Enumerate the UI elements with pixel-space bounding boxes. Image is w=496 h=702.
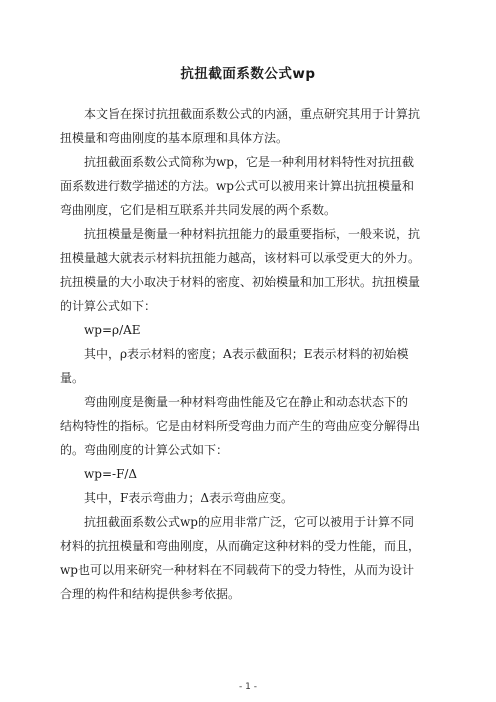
text-line: 本文旨在探讨抗扭截面系数公式的内涵，重点研究其用于计算抗 xyxy=(84,107,421,121)
paragraph-wp-definition xyxy=(60,150,436,222)
text-line: 的。弯曲刚度的计算公式如下： xyxy=(60,443,229,457)
paragraph-intro xyxy=(60,102,436,150)
text-line: 的计算公式如下： xyxy=(60,299,157,313)
paragraph-applications xyxy=(60,510,436,606)
text-line: 合理的构件和结构提供参考依据。 xyxy=(60,587,241,601)
text-line: 面系数进行数学描述的方法。wp公式可以被用来计算出抗扭模量和 xyxy=(60,179,414,193)
text-line: wp也可以用来研究一种材料在不同载荷下的受力特性，从而为设计 xyxy=(60,563,414,577)
text-line: 抗扭模量的大小取决于材料的密度、初始模量和加工形状。抗扭模量 xyxy=(60,275,421,289)
text-line: 扭模量越大就表示材料抗扭能力越高，该材料可以承受更大的外力。 xyxy=(60,251,421,265)
text-line: 结构特性的指标。它是由材料所受弯曲力而产生的弯曲应变分解得出 xyxy=(60,419,421,433)
text-line: 量。 xyxy=(60,371,85,385)
text-line: 抗扭模量是衡量一种材料抗扭能力的最重要指标，一般来说，抗 xyxy=(84,227,421,241)
text-line: 抗扭截面系数公式简称为wp，它是一种利用材料特性对抗扭截 xyxy=(84,155,414,169)
text-line: 抗扭截面系数公式wp的应用非常广泛，它可以被用于计算不同 xyxy=(84,515,414,529)
text-line: 扭模量和弯曲刚度的基本原理和具体方法。 xyxy=(60,131,289,145)
text-line: 材料的抗扭模量和弯曲刚度，从而确定这种材料的受力性能，而且， xyxy=(60,539,421,553)
text-line: 弯曲刚度，它们是相互联系并共同发展的两个系数。 xyxy=(60,203,337,217)
paragraph-formula1-explanation xyxy=(60,342,436,390)
formula-bending-stiffness: wp=-F/Δ xyxy=(84,467,138,481)
paragraph-bending-stiffness xyxy=(60,390,436,462)
text-line: 其中，F表示弯曲力；Δ表示弯曲应变。 xyxy=(84,491,293,505)
paragraph-formula2-explanation xyxy=(60,486,436,510)
text-line: 其中，ρ表示材料的密度；A表示截面积；E表示材料的初始模 xyxy=(84,347,409,361)
paragraph-torsional-modulus xyxy=(60,222,436,318)
text-line: 弯曲刚度是衡量一种材料弯曲性能及它在静止和动态状态下的 xyxy=(84,395,409,409)
formula-torsional-modulus: wp=ρ/AE xyxy=(84,323,141,337)
page-number: - 1 - xyxy=(239,682,257,692)
document-title: 抗扭截面系数公式wp xyxy=(180,66,316,82)
